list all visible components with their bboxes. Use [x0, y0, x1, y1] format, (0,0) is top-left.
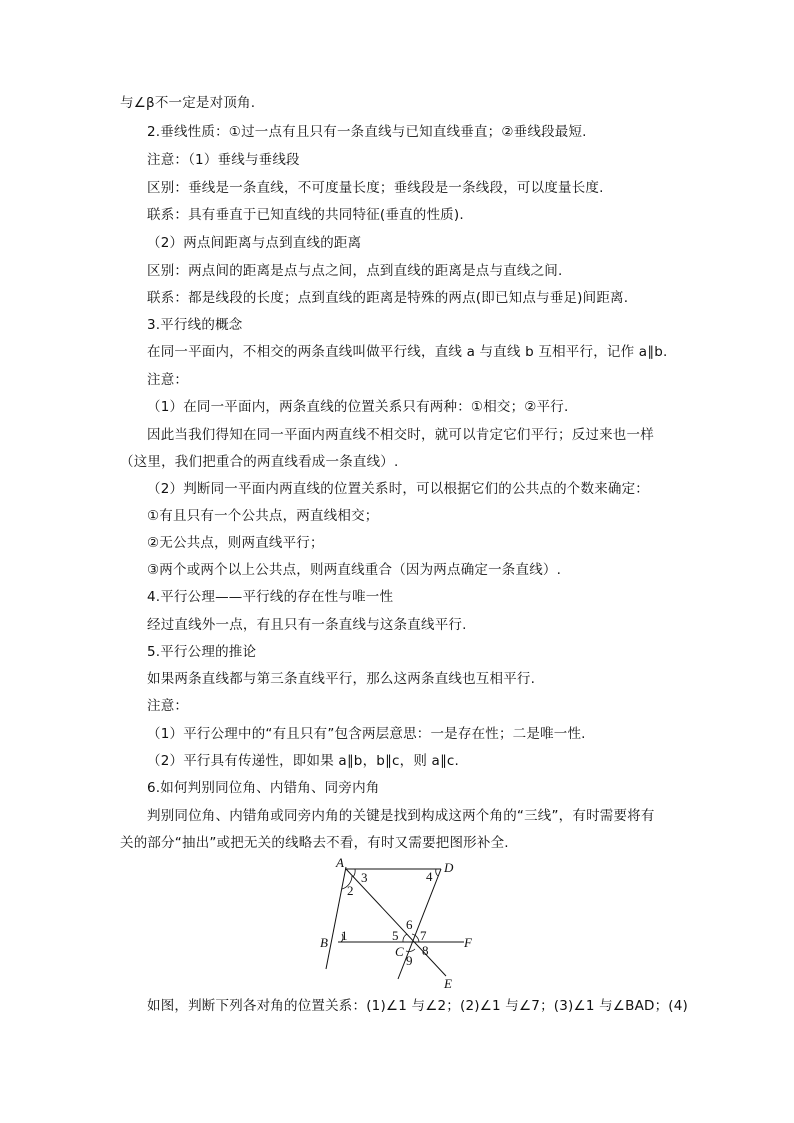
angle-label-7: 7 — [420, 928, 427, 943]
point-label-f: F — [464, 935, 472, 950]
text-line: 如果两条直线都与第三条直线平行，那么这两条直线也互相平行. — [147, 671, 536, 687]
point-label-d: D — [444, 860, 454, 875]
line-ae — [346, 869, 446, 976]
text-line: 经过直线外一点，有且只有一条直线与这条直线平行. — [147, 617, 467, 633]
text-line: 注意： — [147, 372, 189, 388]
text-line: （2）判断同一平面内两直线的位置关系时，可以根据它们的公共点的个数来确定： — [147, 481, 649, 497]
text-line: （2）两点间距离与点到直线的距离 — [147, 235, 362, 251]
text-line: 联系：具有垂直于已知直线的共同特征(垂直的性质). — [147, 207, 464, 223]
text-line: 如图，判断下列各对角的位置关系：(1)∠1 与∠2；(2)∠1 与∠7；(3)∠1 与∠BAD；(4) — [147, 998, 689, 1014]
text-line: 联系：都是线段的长度；点到直线的距离是特殊的两点(即已知点与垂足)间距离. — [147, 290, 629, 306]
text-line: 因此当我们得知在同一平面内两直线不相交时，就可以肯定它们平行；反过来也一样 — [147, 427, 654, 443]
text-line: ②无公共点，则两直线平行； — [147, 535, 324, 551]
angle-label-4: 4 — [426, 869, 433, 884]
text-line: 关的部分“抽出”或把无关的线略去不看，有时又需要把图形补全. — [120, 835, 509, 851]
section-heading: 5.平行公理的推论 — [147, 644, 257, 660]
text-line: 在同一平面内，不相交的两条直线叫做平行线，直线 a 与直线 b 互相平行，记作 a∥b. — [147, 344, 668, 360]
text-line: （2）平行具有传递性，即如果 a∥b，b∥c，则 a∥c. — [147, 753, 460, 769]
text-line: 注意：（1）垂线与垂线段 — [147, 152, 300, 168]
text-line: （这里，我们把重合的两直线看成一条直线）. — [120, 454, 399, 470]
text-line: 区别：垂线是一条直线，不可度量长度；垂线段是一条线段，可以度量长度. — [147, 180, 604, 196]
angle-arc — [353, 869, 355, 877]
angle-label-8: 8 — [422, 943, 429, 958]
angle-label-2: 2 — [347, 883, 354, 898]
text-line: 与∠β不一定是对顶角. — [120, 95, 256, 111]
point-label-c: C — [395, 944, 404, 959]
text-line: （1）平行公理中的“有且只有”包含两层意思：一是存在性；二是唯一性. — [147, 726, 586, 742]
text-line: 区别：两点间的距离是点与点之间，点到直线的距离是点与直线之间. — [147, 263, 563, 279]
angle-arc — [403, 934, 407, 942]
angle-label-6: 6 — [406, 917, 413, 932]
line-dc — [398, 869, 441, 979]
angle-arc — [406, 949, 415, 951]
section-heading: 6.如何判别同位角、内错角、同旁内角 — [147, 780, 380, 796]
angle-label-5: 5 — [392, 928, 399, 943]
text-line: 2.垂线性质：①过一点有且只有一条直线与已知直线垂直；②垂线段最短. — [147, 124, 587, 140]
text-line: ③两个或两个以上公共点，则两直线重合（因为两点确定一条直线）. — [147, 562, 562, 578]
point-label-b: B — [320, 935, 328, 950]
section-heading: 3.平行线的概念 — [147, 317, 243, 333]
angle-arc — [436, 869, 438, 876]
section-heading: 4.平行公理——平行线的存在性与唯一性 — [147, 589, 394, 605]
angle-label-9: 9 — [406, 953, 413, 968]
point-label-e: E — [444, 976, 452, 991]
text-line: ①有且只有一个公共点，两直线相交； — [147, 508, 379, 524]
angle-label-3: 3 — [361, 870, 368, 885]
text-line: 注意： — [147, 698, 189, 714]
geometry-figure — [318, 854, 478, 994]
text-line: 判别同位角、内错角或同旁内角的关键是找到构成这两个角的“三线”，有时需要将有 — [147, 808, 655, 824]
line-ab — [326, 867, 346, 969]
angle-label-1: 1 — [341, 928, 348, 943]
point-label-a: A — [336, 855, 344, 870]
text-line: （1）在同一平面内，两条直线的位置关系只有两种：①相交；②平行. — [147, 399, 569, 415]
